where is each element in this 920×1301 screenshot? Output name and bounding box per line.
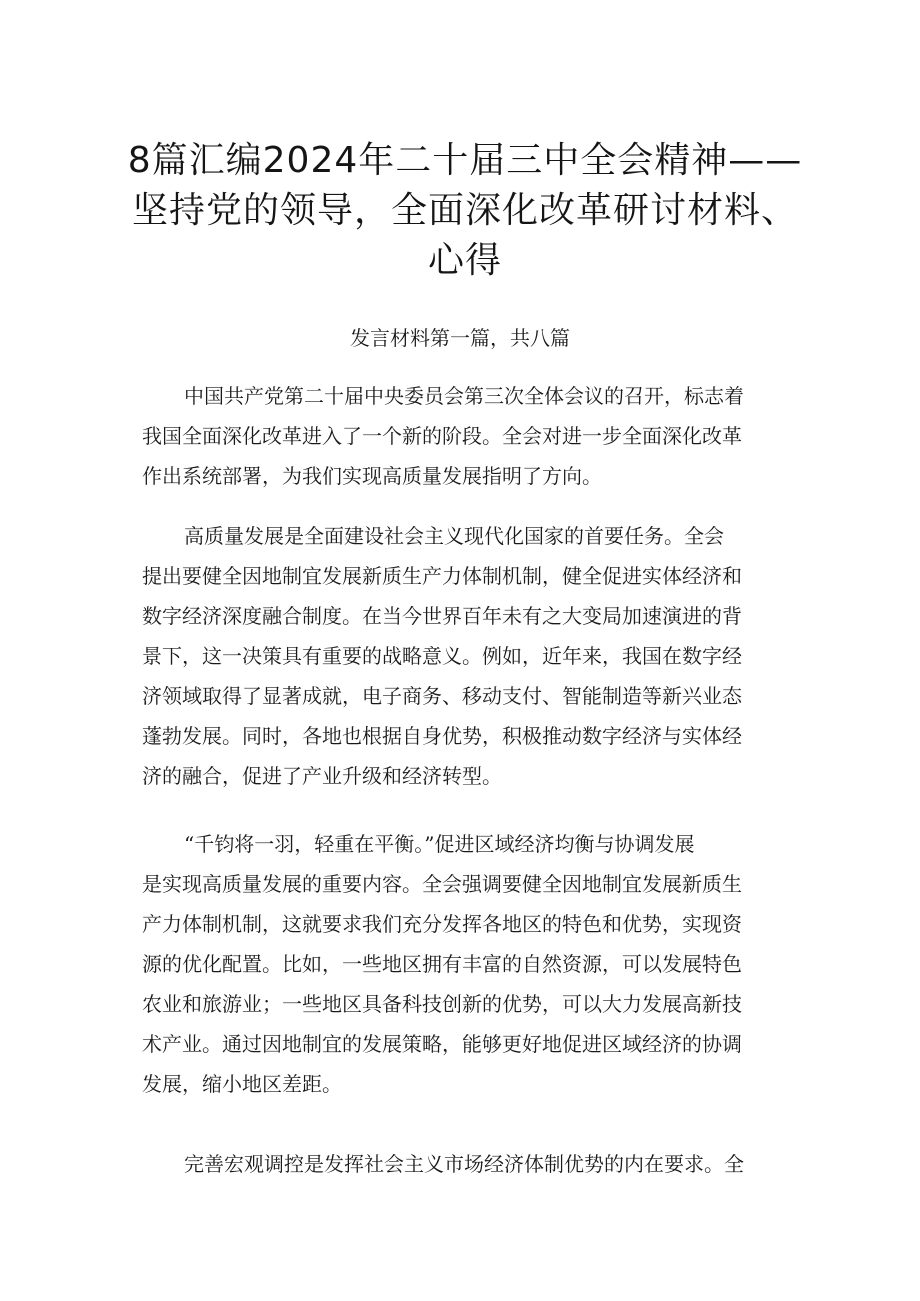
- paragraph-line: 提出要健全因地制宜发展新质生产力体制机制，健全促进实体经济和: [142, 564, 742, 588]
- title-line: 坚持党的领导，全面深化改革研讨材料、: [131, 190, 798, 232]
- paragraph-line: 源的优化配置。比如，一些地区拥有丰富的自然资源，可以发展特色: [142, 952, 742, 976]
- document-title: [120, 136, 810, 286]
- document-subtitle: 发言材料第一篇，共八篇: [350, 326, 570, 350]
- paragraph-line: 完善宏观调控是发挥社会主义市场经济体制优势的内在要求。全: [184, 1152, 744, 1176]
- paragraph-line: “千钧将一羽，轻重在平衡。”促进区域经济均衡与协调发展: [184, 832, 695, 856]
- paragraph-line: 景下，这一决策具有重要的战略意义。例如，近年来，我国在数字经: [142, 644, 742, 668]
- paragraph-line: 我国全面深化改革进入了一个新的阶段。全会对进一步全面深化改革: [142, 424, 742, 448]
- paragraph-line: 济领域取得了显著成就，电子商务、移动支付、智能制造等新兴业态: [142, 684, 742, 708]
- paragraph-line: 产力体制机制，这就要求我们充分发挥各地区的特色和优势，实现资: [142, 912, 742, 936]
- paragraph-line: 济的融合，促进了产业升级和经济转型。: [142, 764, 502, 788]
- paragraph-line: 蓬勃发展。同时，各地也根据自身优势，积极推动数字经济与实体经: [142, 724, 742, 748]
- paragraph-line: 发展，缩小地区差距。: [142, 1072, 342, 1096]
- paragraph-3: [142, 824, 788, 1104]
- paragraph-line: 术产业。通过因地制宜的发展策略，能够更好地促进区域经济的协调: [142, 1032, 742, 1056]
- paragraph-line: 高质量发展是全面建设社会主义现代化国家的首要任务。全会: [184, 524, 724, 548]
- paragraph-line: 是实现高质量发展的重要内容。全会强调要健全因地制宜发展新质生: [142, 872, 742, 896]
- paragraph-1: [142, 376, 788, 496]
- paragraph-2: [142, 516, 788, 796]
- paragraph-line: 农业和旅游业；一些地区具备科技创新的优势，可以大力发展高新技: [142, 992, 742, 1016]
- paragraph-4: [142, 1144, 788, 1184]
- paragraph-line: 数字经济深度融合制度。在当今世界百年未有之大变局加速演进的背: [142, 604, 742, 628]
- title-line: 心得: [427, 240, 502, 282]
- title-line: 8篇汇编2024年二十届三中全会精神——: [127, 140, 803, 182]
- paragraph-line: 作出系统部署，为我们实现高质量发展指明了方向。: [142, 464, 602, 488]
- paragraph-line: 中国共产党第二十届中央委员会第三次全体会议的召开，标志着: [184, 384, 744, 408]
